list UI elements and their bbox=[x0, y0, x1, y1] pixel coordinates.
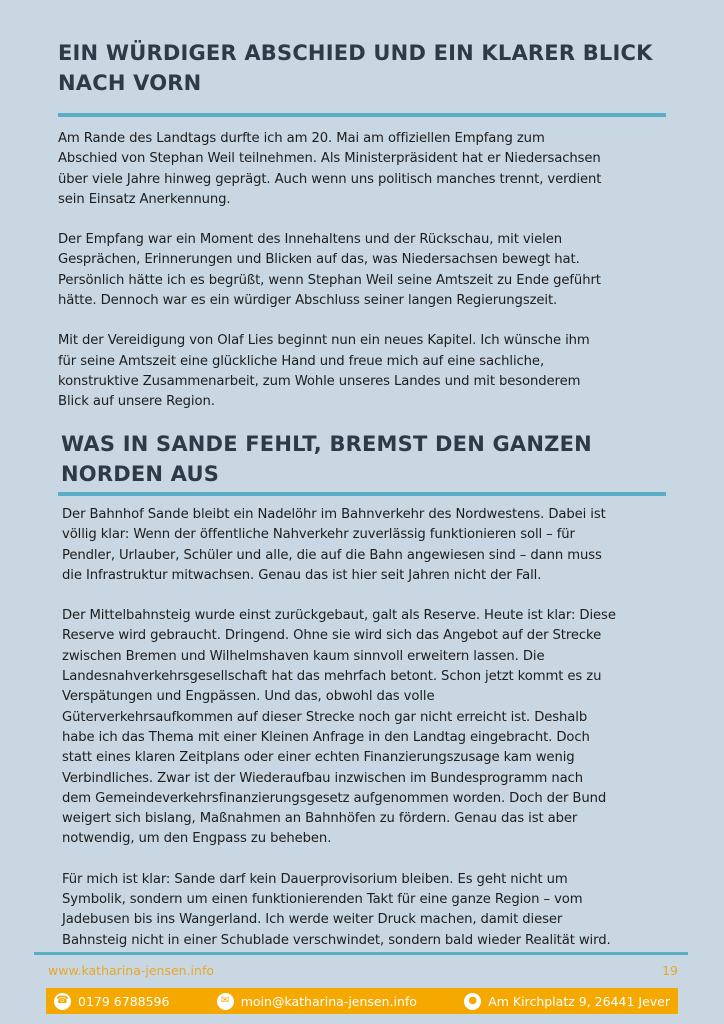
contact-bar bbox=[46, 988, 678, 1014]
contact-address bbox=[464, 993, 670, 1010]
article-1-title bbox=[58, 38, 653, 98]
location-pin-icon: ● bbox=[464, 993, 481, 1010]
article-2-title-line-1: WAS IN SANDE FEHLT, BREMST DEN GANZEN bbox=[61, 432, 592, 456]
article-2-paragraph-2: Der Mittelbahnsteig wurde einst zurückgebaut, galt als Reserve. Heute ist klar: Diese Reserve wird gebraucht. Dringend. Ohne sie wird sich das Angebot auf der Strecke zwischen Bremen und Wilhelmshaven kaum sinnvoll erweitern lassen. Die Landesnahverkehrsgesellschaft hat das mehrfach betont. Schon jetzt kommt es zu Verspätungen und Engpässen. Und das, obwohl das volle Güterverkehrsaufkommen auf dieser Strecke noch gar nicht erreicht ist. Deshalb habe ich das Thema mit einer Kleinen Anfrage in den Landtag eingebracht. Doch statt eines klaren Zeitplans oder einer echten Finanzierungszusage kam wenig Verbindliches. Zwar ist der Wiederaufbau inzwischen im Bundesprogramm nach dem Gemeindeverkehrsfinanzierungsgesetz aufgenommen worden. Doch der Bund weigert sich bislang, Maßnahmen an Bahnhöfen zu fördern. Genau das ist aber notwendig, um den Engpass zu beheben. bbox=[62, 608, 616, 847]
contact-phone-text: 0179 6788596 bbox=[78, 993, 170, 1009]
article-2-title-line-2: NORDEN AUS bbox=[61, 462, 220, 486]
article-1-paragraph-3: Mit der Vereidigung von Olaf Lies beginnt nun ein neues Kapitel. Ich wünsche ihm für seine Amtszeit eine glückliche Hand und freue mich auf eine sachliche, konstruktive Zusammenarbeit, zum Wohle unseres Landes und mit besonderem Blick auf unsere Region. bbox=[58, 333, 590, 410]
article-2-body bbox=[62, 505, 682, 951]
page-number: 19 bbox=[662, 963, 678, 978]
article-2-divider bbox=[58, 492, 666, 496]
article-2-paragraph-3: Für mich ist klar: Sande darf kein Dauerprovisorium bleiben. Es geht nicht um Symbolik, sondern um einen funktionierenden Takt für eine ganze Region – vom Jadebusen bis ins Wangerland. Ich werde weiter Druck machen, damit dieser Bahnsteig nicht in einer Schublade verschwindet, sondern bald wieder Realität wird. bbox=[62, 871, 611, 948]
article-1-paragraph-2: Der Empfang war ein Moment des Innehaltens und der Rückschau, mit vielen Gesprächen, Erinnerungen und Blicken auf das, was Niedersachsen bewegt hat. Persönlich hätte ich es begrüßt, wenn Stephan Weil seine Amtszeit zu Ende geführt hätte. Dennoch war es ein würdiger Abschluss seiner langen Regierungszeit. bbox=[58, 232, 601, 309]
article-2-paragraph-1: Der Bahnhof Sande bleibt ein Nadelöhr im Bahnverkehr des Nordwestens. Dabei ist völlig klar: Wenn der öffentliche Nahverkehr zuverlässig funktionieren soll – für Pendler, Urlauber, Schüler und alle, die auf die Bahn angewiesen sind – dann muss die Infrastruktur mitwachsen. Genau das ist hier seit Jahren nicht der Fall. bbox=[62, 507, 606, 583]
contact-email-text: moin@katharina-jensen.info bbox=[240, 993, 417, 1009]
footer-divider bbox=[34, 952, 688, 955]
article-1-body bbox=[58, 129, 678, 413]
phone-icon: ☎ bbox=[54, 993, 71, 1010]
article-1-divider bbox=[58, 113, 666, 117]
mail-icon: ✉ bbox=[217, 993, 234, 1010]
footer-website-link[interactable]: www.katharina-jensen.info bbox=[48, 963, 214, 978]
article-1-paragraph-1: Am Rande des Landtags durfte ich am 20. Mai am offiziellen Empfang zum Abschied von Stephan Weil teilnehmen. Als Ministerpräsident hat er Niedersachsen über viele Jahre hinweg geprägt. Auch wenn uns politisch manches trennt, verdient sein Einsatz Anerkennung. bbox=[58, 131, 602, 207]
contact-address-text: Am Kirchplatz 9, 26441 Jever bbox=[488, 993, 670, 1009]
contact-email[interactable] bbox=[217, 993, 417, 1010]
article-1-title-line-2: NACH VORN bbox=[58, 71, 202, 95]
article-2-title bbox=[61, 429, 592, 489]
contact-phone[interactable] bbox=[54, 993, 169, 1010]
article-1-title-line-1: EIN WÜRDIGER ABSCHIED UND EIN KLARER BLICK bbox=[58, 41, 653, 65]
